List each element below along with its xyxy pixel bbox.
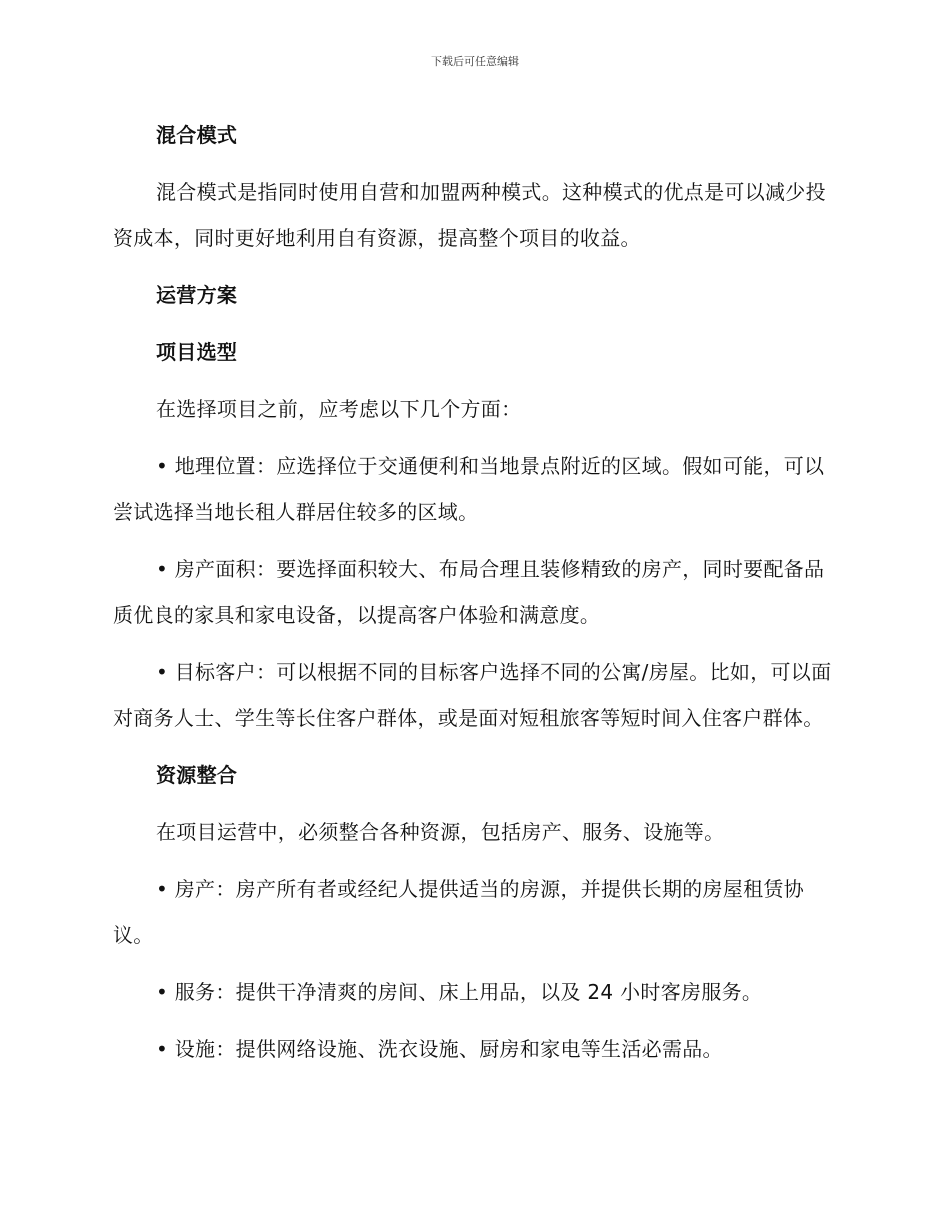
paragraph: 在项目运营中，必须整合各种资源，包括房产、服务、设施等。 <box>156 820 725 844</box>
bullet-item: • 设施：提供网络设施、洗衣设施、厨房和家电等生活必需品。 <box>156 1037 723 1061</box>
bullet-item: • 服务：提供干净清爽的房间、床上用品，以及 24 小时客房服务。 <box>156 980 763 1004</box>
page-header: 下载后可任意编辑 <box>431 55 519 68</box>
bullet-item: • 房产：房产所有者或经纪人提供适当的房源，并提供长期的房屋租赁协议。 <box>113 877 805 947</box>
section-heading: 资源整合 <box>156 763 238 787</box>
document-body <box>113 112 833 1083</box>
bullet-item: • 房产面积：要选择面积较大、布局合理且装修精致的房产，同时要配备品质优良的家具和家电设备，以提高客户体验和满意度。 <box>113 557 825 627</box>
section-heading: 混合模式 <box>156 123 238 147</box>
paragraph: 混合模式是指同时使用自营和加盟两种模式。这种模式的优点是可以减少投资成本，同时更好地利用自有资源，提高整个项目的收益。 <box>113 180 826 250</box>
paragraph: 在选择项目之前，应考虑以下几个方面： <box>156 397 522 421</box>
bullet-item: • 目标客户：可以根据不同的目标客户选择不同的公寓/房屋。比如，可以面对商务人士、学生等长住客户群体，或是面对短租旅客等短时间入住客户群体。 <box>113 660 832 730</box>
bullet-item: • 地理位置：应选择位于交通便利和当地景点附近的区域。假如可能，可以尝试选择当地长租人群居住较多的区域。 <box>113 454 825 524</box>
section-heading: 项目选型 <box>156 340 238 364</box>
section-heading: 运营方案 <box>156 283 238 307</box>
